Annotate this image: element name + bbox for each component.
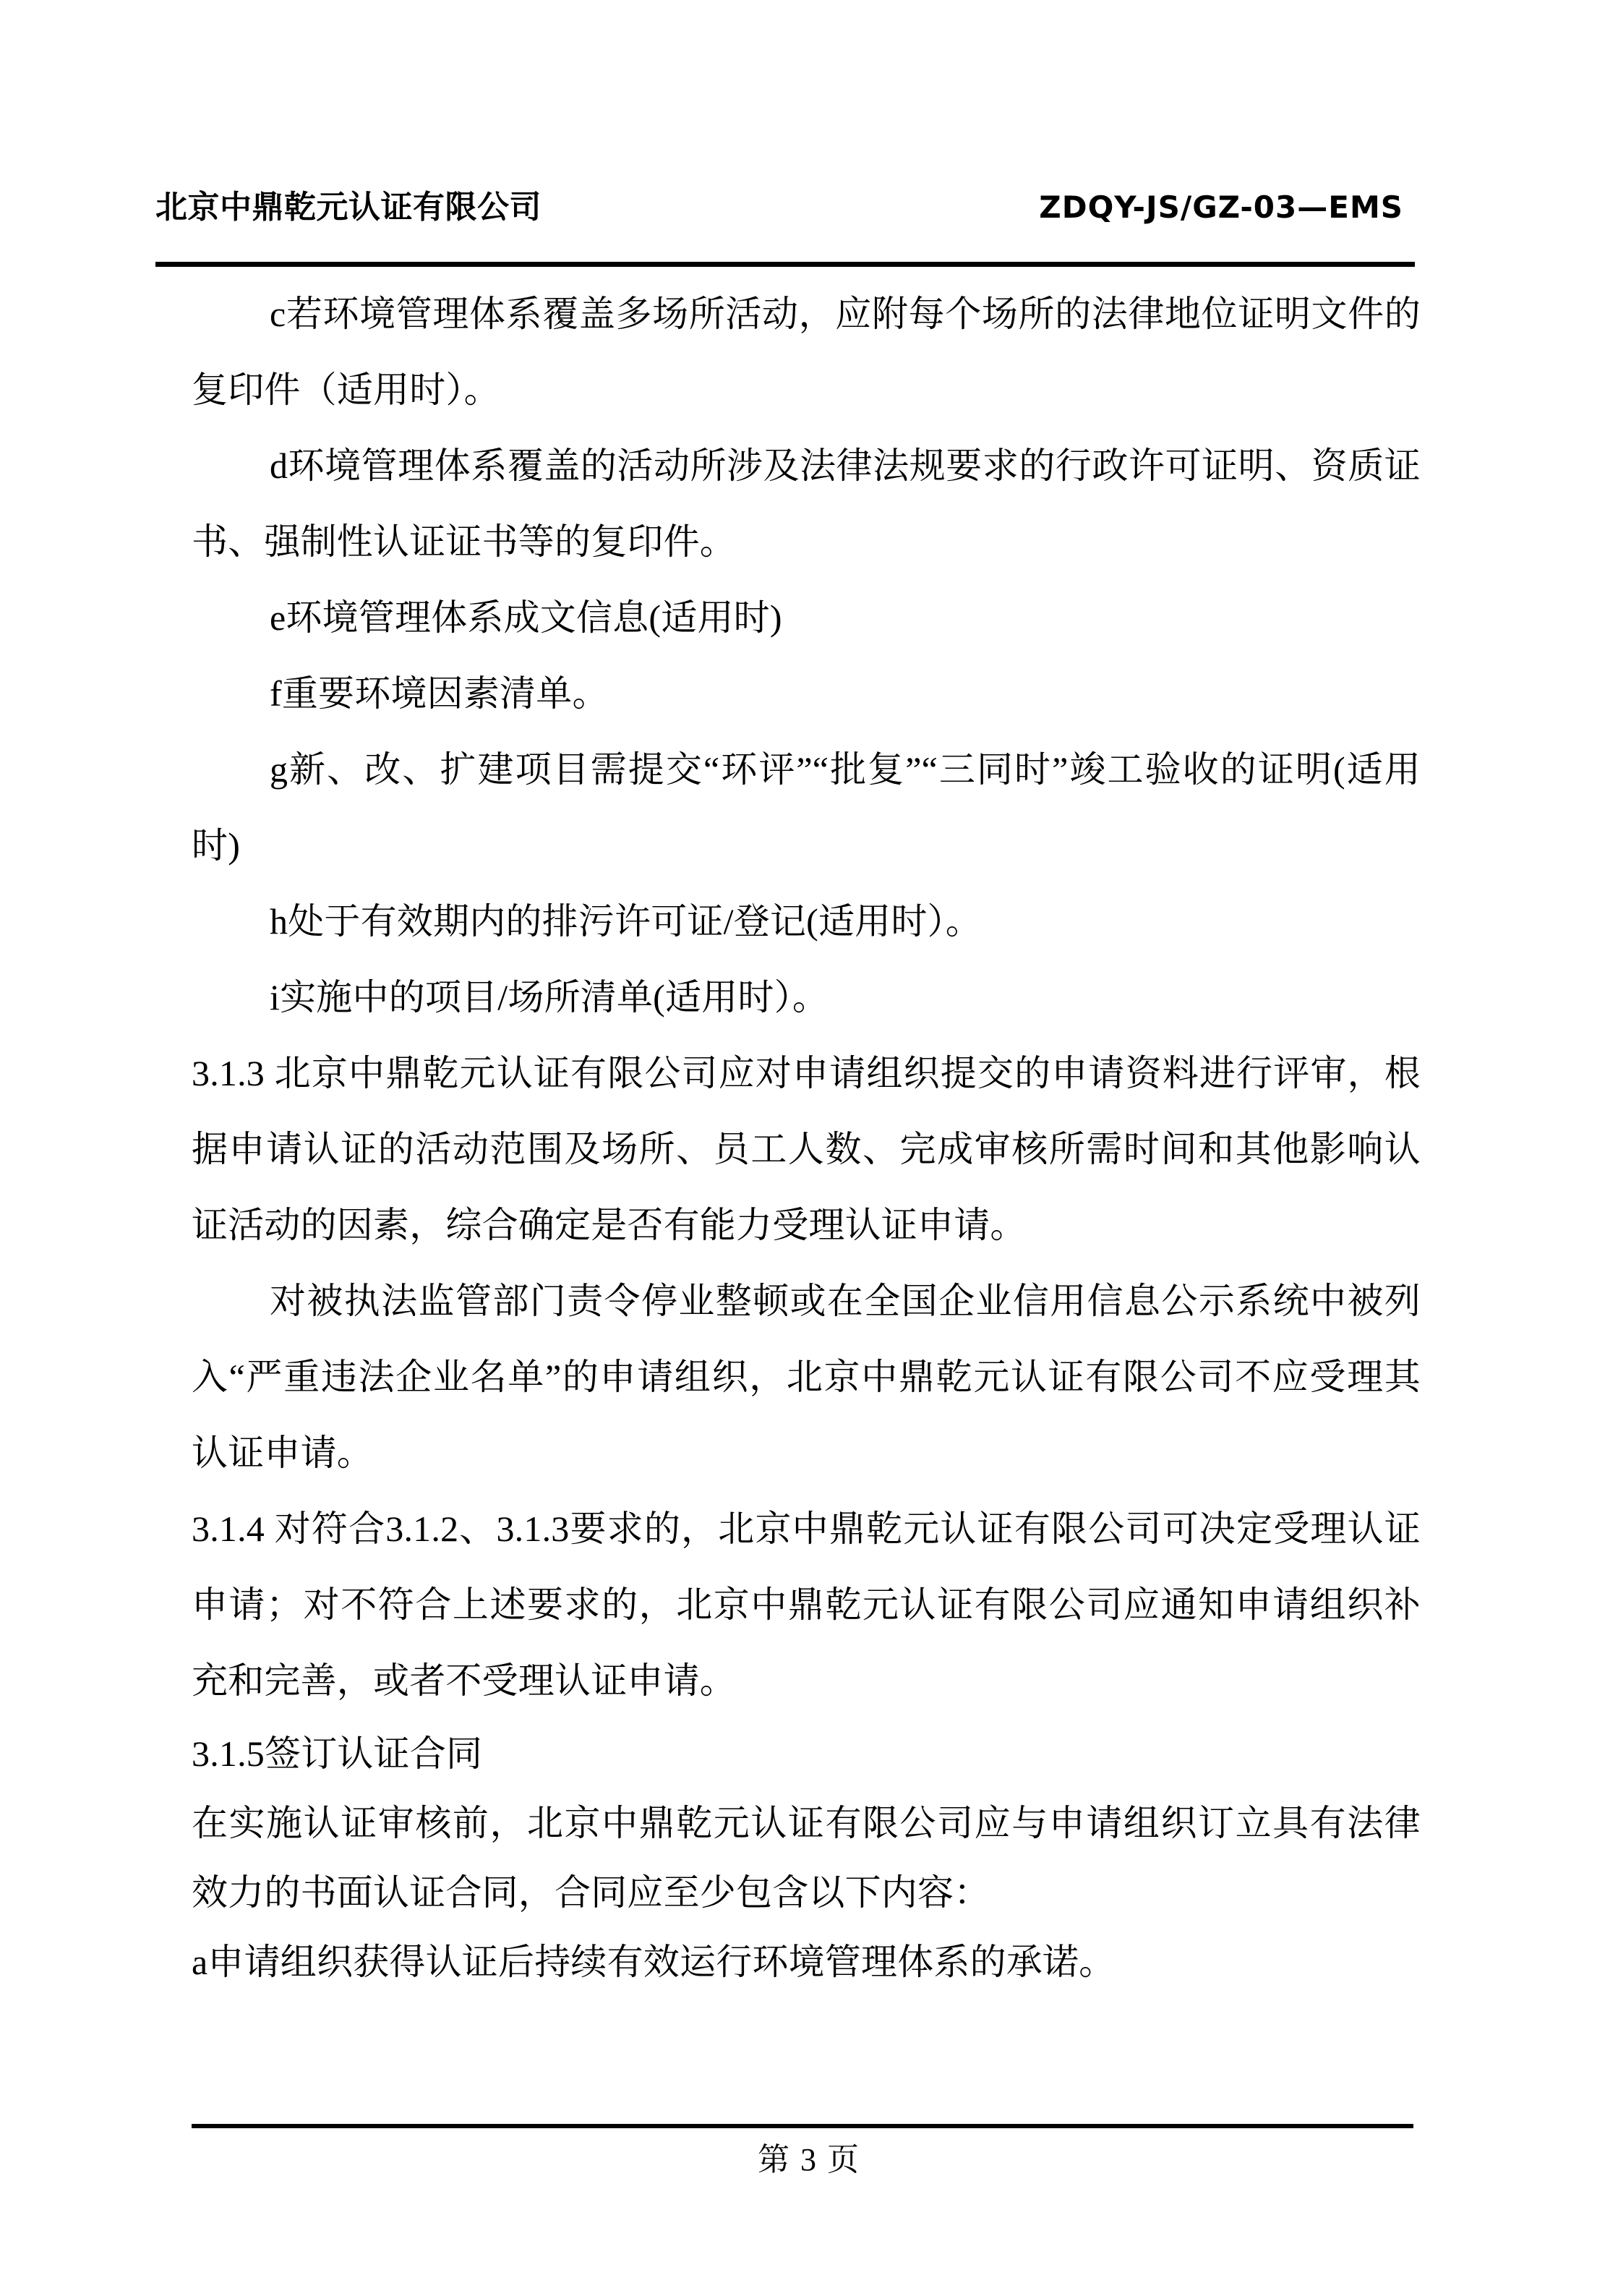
paragraph-item-d: d环境管理体系覆盖的活动所涉及法律法规要求的行政许可证明、资质证书、强制性认证证书等的复印件。 <box>192 445 1421 562</box>
paragraph-item-f: f重要环境因素清单。 <box>270 673 609 714</box>
paragraph-clause-3-1-4: 3.1.4 对符合3.1.2、3.1.3要求的，北京中鼎乾元认证有限公司可决定受理认证申请；对不符合上述要求的，北京中鼎乾元认证有限公司应通知申请组织补充和完善，或者不受理认证申请。 <box>192 1508 1421 1701</box>
footer-divider-rule <box>192 2124 1413 2128</box>
header-document-code: ZDQY-JS/GZ-03—EMS <box>1039 189 1403 225</box>
page-header <box>155 181 1413 227</box>
paragraph-item-g: g新、改、扩建项目需提交“环评”“批复”“三同时”竣工验收的证明(适用时) <box>192 749 1421 866</box>
paragraph-contract-item-a: a申请组织获得认证后持续有效运行环境管理体系的承诺。 <box>192 1942 1116 1982</box>
paragraph-clause-3-1-3: 3.1.3 北京中鼎乾元认证有限公司应对申请组织提交的申请资料进行评审，根据申请认证的活动范围及场所、员工人数、完成审核所需时间和其他影响认证活动的因素，综合确定是否有能力受理认证申请。 <box>192 1053 1421 1245</box>
document-body <box>192 276 1421 1997</box>
paragraph-item-h: h处于有效期内的排污许可证/登记(适用时）。 <box>270 901 982 942</box>
paragraph-clause-3-1-5-title: 3.1.5签订认证合同 <box>192 1733 483 1774</box>
page-number-label: 第 3 页 <box>758 2142 860 2177</box>
paragraph-item-i: i实施中的项目/场所清单(适用时）。 <box>270 977 829 1017</box>
header-company-name: 北京中鼎乾元认证有限公司 <box>155 189 542 226</box>
paragraph-clause-3-1-5-body: 在实施认证审核前，北京中鼎乾元认证有限公司应与申请组织订立具有法律效力的书面认证合同，合同应至少包含以下内容： <box>192 1803 1421 1913</box>
paragraph-item-e: e环境管理体系成文信息(适用时) <box>270 597 782 638</box>
header-divider-rule <box>155 262 1415 267</box>
paragraph-item-c: c若环境管理体系覆盖多场所活动，应附每个场所的法律地位证明文件的复印件（适用时）。 <box>192 294 1421 410</box>
paragraph-clause-3-1-3-note: 对被执法监管部门责令停业整顿或在全国企业信用信息公示系统中被列入“严重违法企业名单”的申请组织，北京中鼎乾元认证有限公司不应受理其认证申请。 <box>192 1281 1421 1473</box>
